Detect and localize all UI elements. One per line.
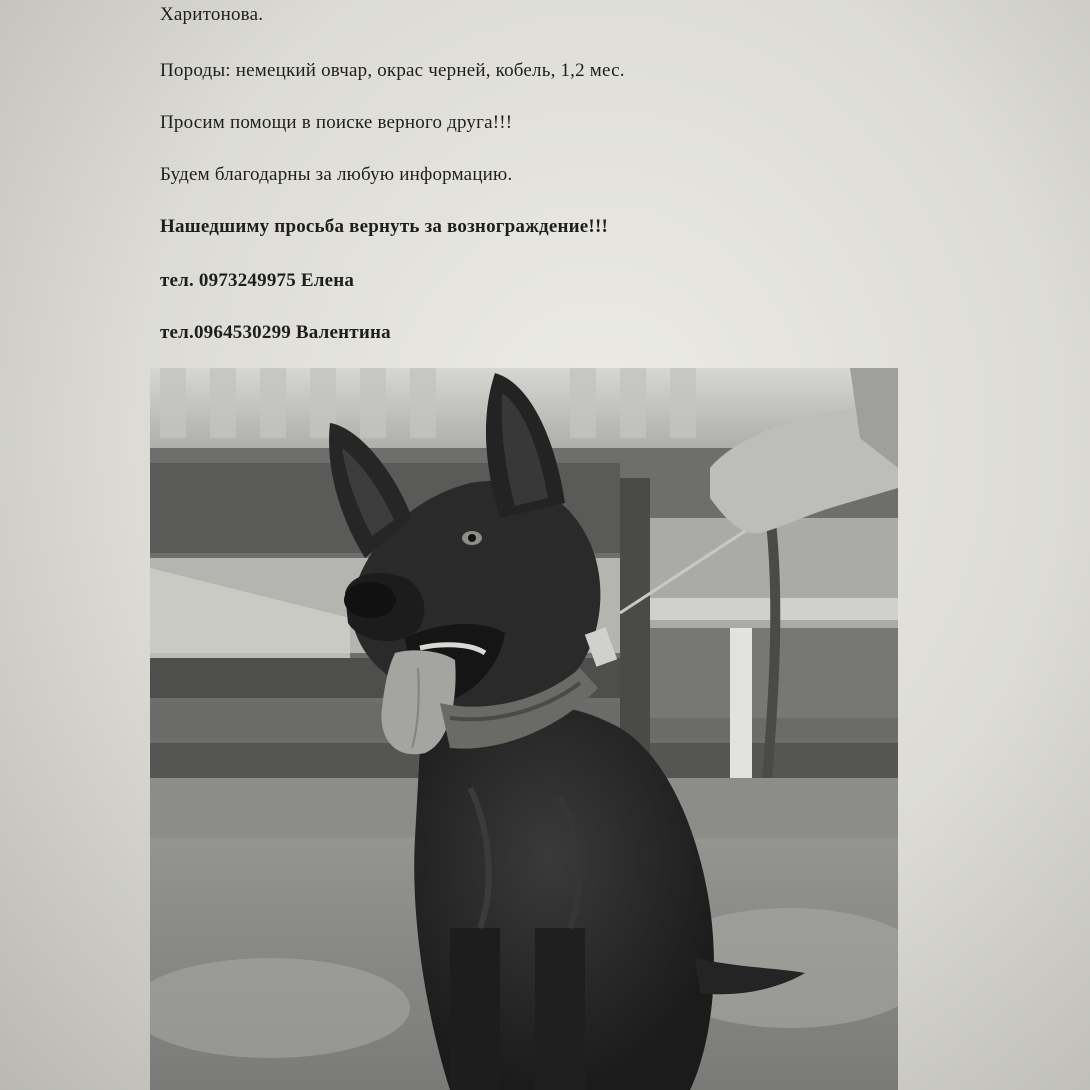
dog-photo	[150, 368, 898, 1090]
help-request-text: Просим помощи в поиске верного друга!!!	[160, 112, 513, 133]
phone-valentina-text: тел.0964530299 Валентина	[160, 322, 391, 343]
thanks-text: Будем благодарны за любую информацию.	[160, 164, 513, 185]
dog-breed-text: Породы: немецкий овчар, окрас черней, кобель, 1,2 мес.	[160, 60, 625, 81]
reward-text: Нашедшиму просьба вернуть за вознограждение!!!	[160, 216, 608, 237]
owner-surname-text: Харитонова.	[160, 4, 264, 25]
phone-elena-text: тел. 0973249975 Елена	[160, 270, 355, 291]
